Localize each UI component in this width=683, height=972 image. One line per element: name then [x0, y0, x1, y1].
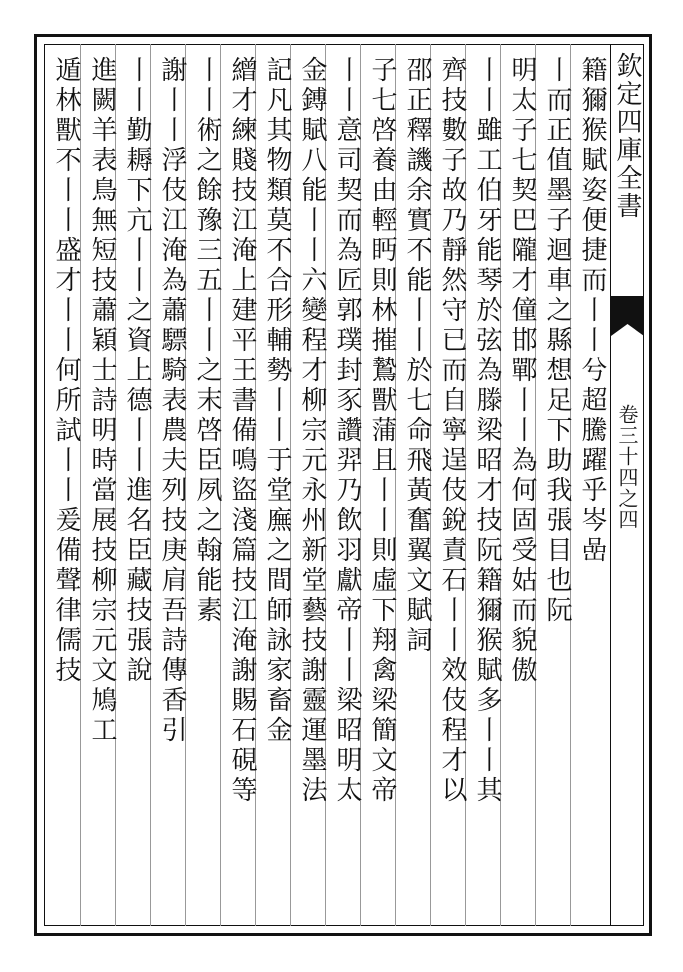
text-column: 進闕羊表鳥無短技蕭穎士詩明時當展技柳宗元文鳩工 — [87, 56, 117, 746]
text-column: 記凡其物類莫不合形輔勢丨丨于堂廡之間師詠家畜金 — [262, 56, 292, 746]
text-column: 繒才練賤技江淹上建平王書備鳴盜淺篇技江淹謝賜石硯等 — [227, 56, 257, 806]
text-column: 丨丨勤耨下亢丨丨之資上德丨丨進名臣藏技張說 — [122, 56, 152, 686]
text-column: 邵正釋譏余實不能丨丨於七命飛黃奮翼文賦詞 — [402, 56, 432, 656]
text-column: 丨丨意司契而為匠郭璞封豕讚羿乃飲羽獻帝丨丨梁昭明太 — [332, 56, 362, 806]
text-column: 謝丨丨浮伎江淹為蕭驃騎表農夫列技庚肩吾詩傳香引 — [157, 56, 187, 746]
text-column: 金鎛賦八能丨丨六變程才柳宗元永州新堂藝技謝靈運墨法 — [297, 56, 327, 806]
text-column: 丨丨雖工伯牙能琴於弦為滕梁昭才技阮籍獮猴賦多丨丨其 — [472, 56, 502, 806]
text-column: 齊技數子故乃靜然守已而自寧逞伎銳責石丨丨效伎程才以 — [437, 56, 467, 806]
text-column: 明太子七契巴隴才僮邯鄲丨丨為何固受姑而貌傲 — [507, 56, 537, 686]
book-title: 欽定四庫全書 — [612, 52, 642, 220]
text-column: 子七啓養由輕眄則林摧鷙獸蒲且丨丨則虛下翔禽梁簡文帝 — [367, 56, 397, 806]
text-column: 籍獮猴賦姿便捷而丨丨兮超騰躍乎岑嵒 — [577, 56, 607, 566]
text-column: 丨丨術之餘豫三五丨丨之末啓臣夙之翰能素 — [192, 56, 222, 626]
volume-label: 卷三十四之四 — [615, 404, 639, 530]
text-column: 遁林獸不丨丨盛才丨丨何所試丨丨爰備聲律儒技 — [51, 56, 81, 686]
text-column: 丨而正值墨子迴車之縣想足下助我張目也阮 — [542, 56, 572, 626]
